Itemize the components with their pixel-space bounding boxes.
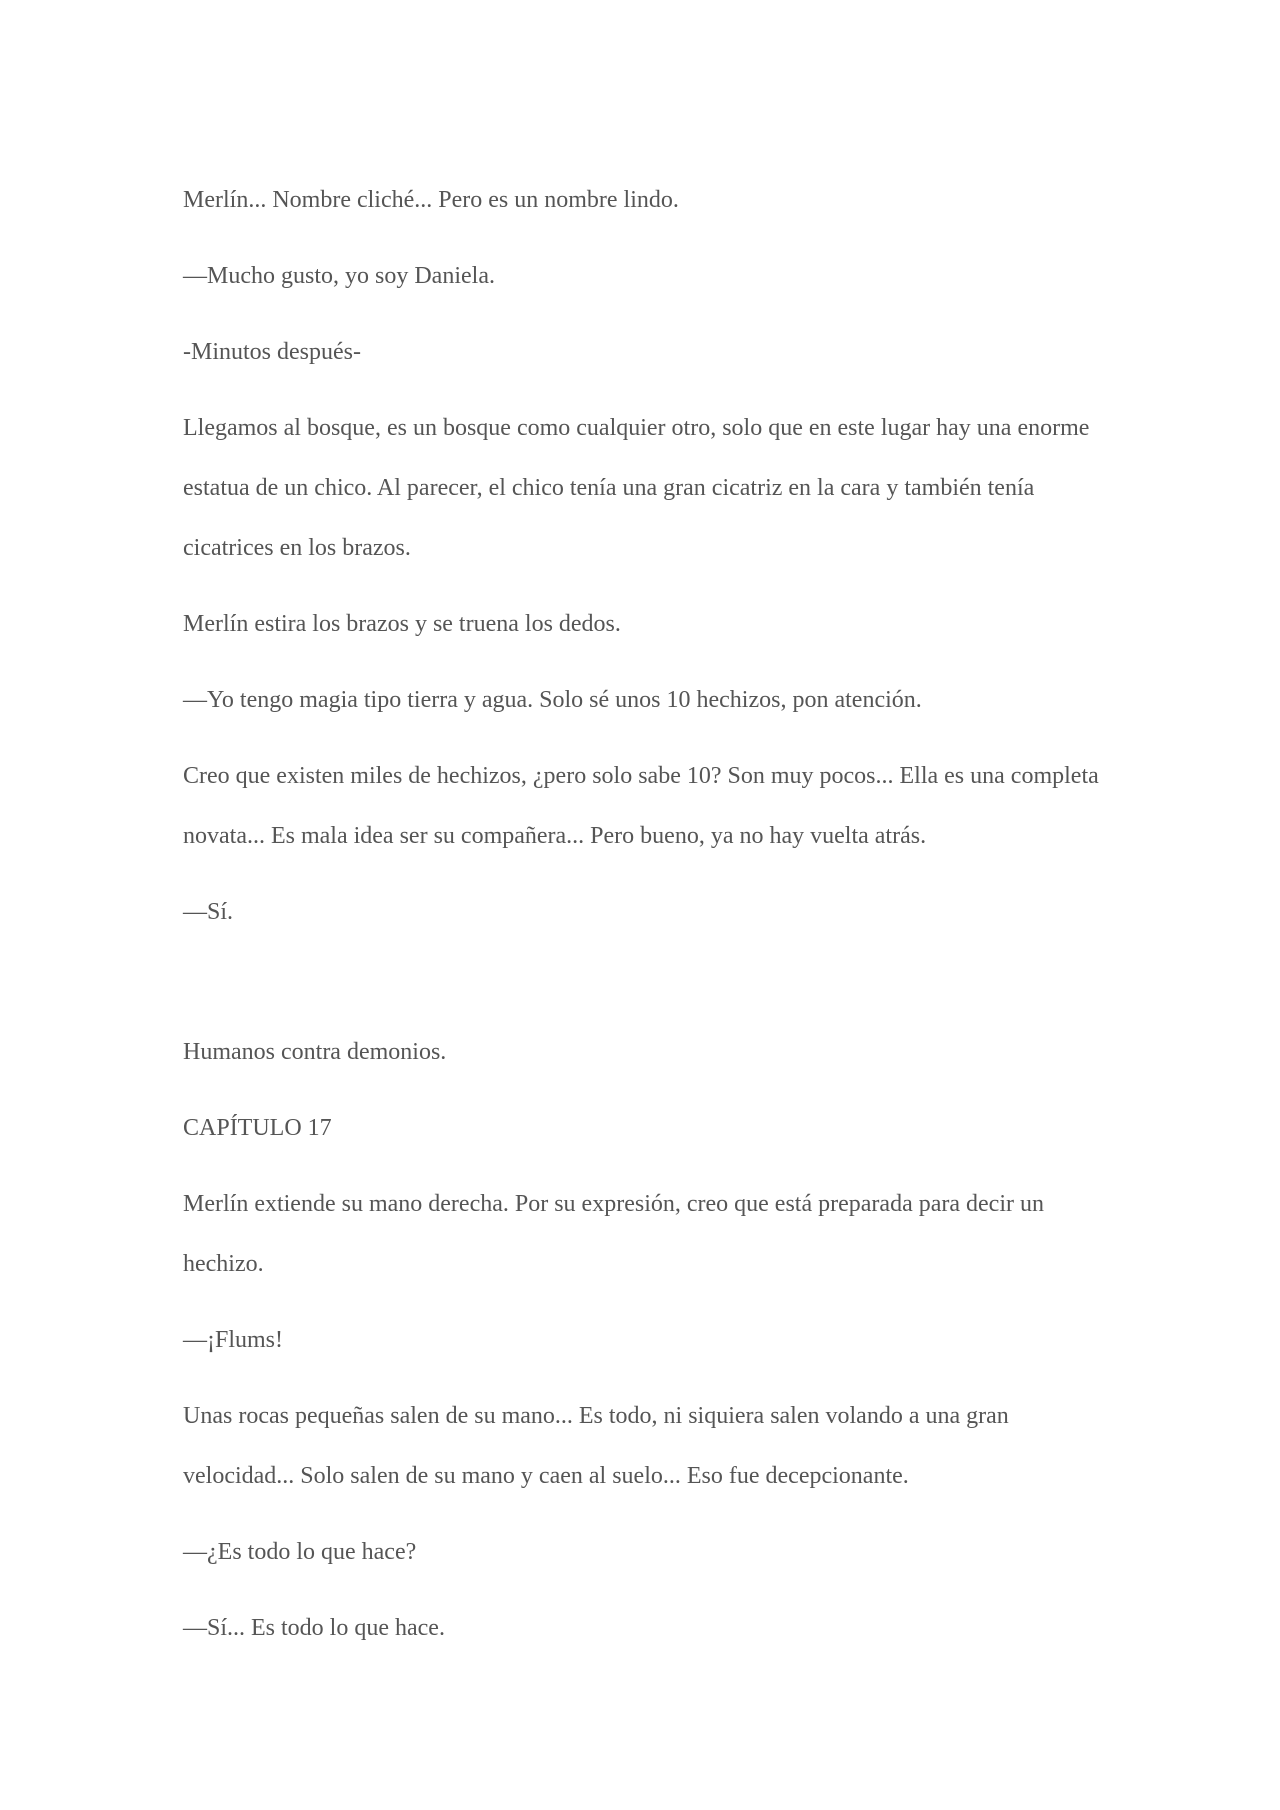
paragraph: Unas rocas pequeñas salen de su mano... Es todo, ni siquiera salen volando a una gran velocidad... Solo salen de su mano y caen al suelo... Eso fue decepcionante. — [183, 1403, 1009, 1489]
book-title: Humanos contra demonios. — [183, 1039, 447, 1065]
paragraph: Llegamos al bosque, es un bosque como cualquier otro, solo que en este lugar hay una enorme estatua de un chico. Al parecer, el chico tenía una gran cicatriz en la cara y también tenía cicatrices en los brazos. — [183, 415, 1090, 561]
scene-break: -Minutos después- — [183, 339, 361, 365]
dialogue-line: —Mucho gusto, yo soy Daniela. — [183, 263, 495, 289]
paragraph: Merlín... Nombre cliché... Pero es un nombre lindo. — [183, 187, 679, 213]
document-body — [183, 170, 1103, 1674]
chapter-heading: CAPÍTULO 17 — [183, 1115, 332, 1141]
dialogue-line: —¡Flums! — [183, 1327, 284, 1353]
dialogue-line: —Yo tengo magia tipo tierra y agua. Solo sé unos 10 hechizos, pon atención. — [183, 687, 922, 713]
dialogue-line: —Sí. — [183, 899, 234, 925]
section-gap — [183, 958, 1103, 1022]
paragraph: Merlín estira los brazos y se truena los dedos. — [183, 611, 621, 637]
dialogue-line: —¿Es todo lo que hace? — [183, 1539, 417, 1565]
paragraph: Merlín extiende su mano derecha. Por su expresión, creo que está preparada para decir un hechizo. — [183, 1191, 1044, 1277]
dialogue-line: —Sí... Es todo lo que hace. — [183, 1615, 445, 1641]
paragraph: Creo que existen miles de hechizos, ¿pero solo sabe 10? Son muy pocos... Ella es una completa novata... Es mala idea ser su compañera... Pero bueno, ya no hay vuelta atrás. — [183, 763, 1099, 849]
